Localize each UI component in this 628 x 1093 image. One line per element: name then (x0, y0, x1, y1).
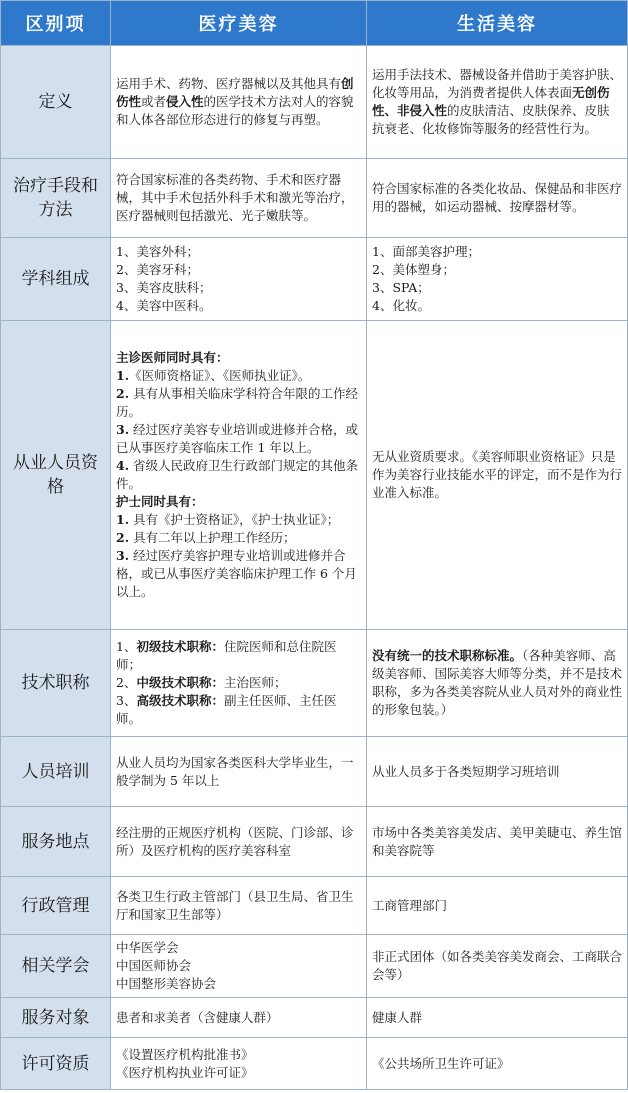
medical-cell (111, 630, 367, 737)
cell-line: 4、化妆。 (372, 298, 430, 313)
row-label: 行政管理 (1, 877, 111, 935)
cell-text: 符合国家标准的各类化妆品、保健品和非医疗用的器械，如运动器械、按摩器材等。 (372, 181, 623, 214)
bold-text: 1. (116, 368, 130, 383)
medical-cell (111, 807, 367, 877)
life-cell (367, 321, 628, 630)
cell-line: 2、美体塑身； (372, 262, 455, 277)
cell-line: 3. 经过医疗美容专业培训或进修并合格，或已从事医疗美容临床工作 1 年以上。 (116, 422, 359, 455)
cell-line (116, 493, 361, 511)
life-cell (367, 998, 628, 1038)
bold-text: 3. (116, 422, 130, 437)
bold-text: 初级技术职称： (136, 639, 224, 654)
bold-text: 2. (116, 386, 130, 401)
cell-line: 2、中级技术职称：主治医师； (116, 675, 287, 690)
cell-text: 没有统一的技术职称标准。（各种美容师、高级美容师、国际美容大师等分类，并不是技术职称，多为各类美容院从业人员对外的商业性的形象包装。） (372, 648, 623, 717)
cell-text: 从业人员均为国家各类医科大学毕业生，一般学制为 5 年以上 (116, 754, 354, 788)
cell-line: 中国医师协会 (116, 958, 192, 973)
bold-text: 4. (116, 458, 130, 473)
life-cell (367, 935, 628, 998)
bold-text: 侵入性 (166, 94, 204, 109)
table-row (1, 238, 628, 321)
header-life: 生活美容 (367, 1, 628, 46)
life-cell (367, 238, 628, 321)
medical-cell (111, 238, 367, 321)
cell-line: 2、美容牙科； (116, 262, 199, 277)
bold-text: 没有统一的技术职称标准。 (372, 648, 523, 663)
row-label: 技术职称 (1, 630, 111, 737)
table-row (1, 935, 628, 998)
cell-text: 符合国家标准的各类药物、手术和医疗器械，其中手术包括外科手术和激光等治疗，医疗器械则包括激光、光子嫩肤等。 (116, 172, 354, 223)
cell-line (116, 349, 361, 367)
row-label: 人员培训 (1, 737, 111, 807)
cell-text: 患者和求美者（含健康人群） (116, 1009, 279, 1025)
cell-line: 中华医学会 (116, 940, 179, 955)
bold-text: 2. (116, 530, 130, 545)
cell-line: 2. 具有从事相关临床学科符合年限的工作经历。 (116, 386, 359, 419)
cell-text: 工商管理部门 (372, 897, 448, 913)
cell-line: 4、美容中医科。 (116, 298, 212, 313)
life-cell (367, 1038, 628, 1090)
table-row (1, 630, 628, 737)
cell-text: 从业人员多于各类短期学习班培训 (372, 763, 560, 779)
table-row (1, 321, 628, 630)
cell-text: 健康人群 (372, 1009, 423, 1025)
row-label: 治疗手段和方法 (1, 159, 111, 238)
cell-line: 1.《医师资格证》、《医师执业证》。 (116, 368, 311, 383)
table-row (1, 877, 628, 935)
row-label: 许可资质 (1, 1038, 111, 1090)
cell-line: 2. 具有二年以上护理工作经历； (116, 530, 296, 545)
medical-cell (111, 159, 367, 238)
life-cell (367, 159, 628, 238)
cell-line: 1、初级技术职称：住院医师和总住院医师； (116, 639, 337, 672)
life-cell (367, 737, 628, 807)
cell-text: 《公共场所卫生许可证》 (372, 1055, 510, 1071)
bold-text: 1. (116, 512, 130, 527)
medical-cell (111, 321, 367, 630)
bold-text: 创伤性 (116, 76, 354, 109)
table-row (1, 46, 628, 159)
table-row (1, 807, 628, 877)
row-label: 相关学会 (1, 935, 111, 998)
cell-line: 3、美容皮肤科； (116, 280, 212, 295)
bold-text: 中级技术职称： (136, 675, 224, 690)
row-label: 定义 (1, 46, 111, 159)
bold-text: 无创伤性、非侵入性 (372, 85, 610, 118)
cell-line: 《设置医疗机构批准书》 (116, 1046, 254, 1062)
table-row (1, 737, 628, 807)
cell-line: 1. 具有《护士资格证》，《护士执业证》； (116, 512, 340, 527)
cell-line: 《医疗机构执业许可证》 (116, 1064, 254, 1080)
medical-cell (111, 935, 367, 998)
cell-text: 无从业资质要求。《美容师职业资格证》只是作为美容行业技能水平的评定，而不是作为行业准入标准。 (372, 449, 623, 500)
medical-cell (111, 1038, 367, 1090)
cell-line: 3. 经过医疗美容护理专业培训或进修并合格，或已从事医疗美容临床护理工作 6 个月以上。 (116, 548, 357, 599)
table-row (1, 1038, 628, 1090)
cell-text: 运用手法技术、器械设备并借助于美容护肤、化妆等用品，为消费者提供人体表面无创伤性、非侵入性的皮肤清洁、皮肤保养、皮肤抗衰老、化妆修饰等服务的经营性行为。 (372, 67, 623, 136)
cell-line: 1、美容外科； (116, 244, 199, 259)
life-cell (367, 630, 628, 737)
bold-text: 主诊医师同时具有： (116, 350, 229, 365)
row-label: 从业人员资格 (1, 321, 111, 630)
medical-cell (111, 737, 367, 807)
bold-text: 高级技术职称： (136, 693, 224, 708)
row-label: 服务对象 (1, 998, 111, 1038)
cell-text: 市场中各类美容美发店、美甲美睫屯、养生馆和美容院等 (372, 824, 623, 858)
table-row (1, 159, 628, 238)
row-label: 学科组成 (1, 238, 111, 321)
cell-text: 各类卫生行政主管部门（县卫生局、省卫生厅和国家卫生部等） (116, 888, 354, 922)
medical-cell (111, 998, 367, 1038)
table-row (1, 998, 628, 1038)
cell-line: 3、SPA； (372, 280, 430, 295)
cell-text: 非正式团体（如各类美容美发商会、工商联合会等） (372, 949, 623, 982)
cell-line: 3、高级技术职称：副主任医师、主任医师。 (116, 693, 337, 726)
cell-line: 中国整形美容协会 (116, 976, 217, 991)
life-cell (367, 877, 628, 935)
medical-cell (111, 46, 367, 159)
cell-text: 经注册的正规医疗机构（医院、门诊部、诊所）及医疗机构的医疗美容科室 (116, 824, 354, 858)
life-cell (367, 807, 628, 877)
row-label: 服务地点 (1, 807, 111, 877)
header-row (1, 1, 628, 46)
medical-cell (111, 877, 367, 935)
header-item: 区别项 (1, 1, 111, 46)
cell-line: 1、面部美容护理； (372, 244, 480, 259)
cell-line: 4. 省级人民政府卫生行政部门规定的其他条件。 (116, 458, 359, 491)
bold-text: 3. (116, 548, 130, 563)
bold-text: 护士同时具有： (116, 494, 204, 509)
cell-text: 运用手术、药物、医疗器械以及其他具有创伤性或者侵入性的医学技术方法对人的容貌和人体各部位形态进行的修复与再塑。 (116, 76, 354, 127)
header-medical: 医疗美容 (111, 1, 367, 46)
life-cell (367, 46, 628, 159)
